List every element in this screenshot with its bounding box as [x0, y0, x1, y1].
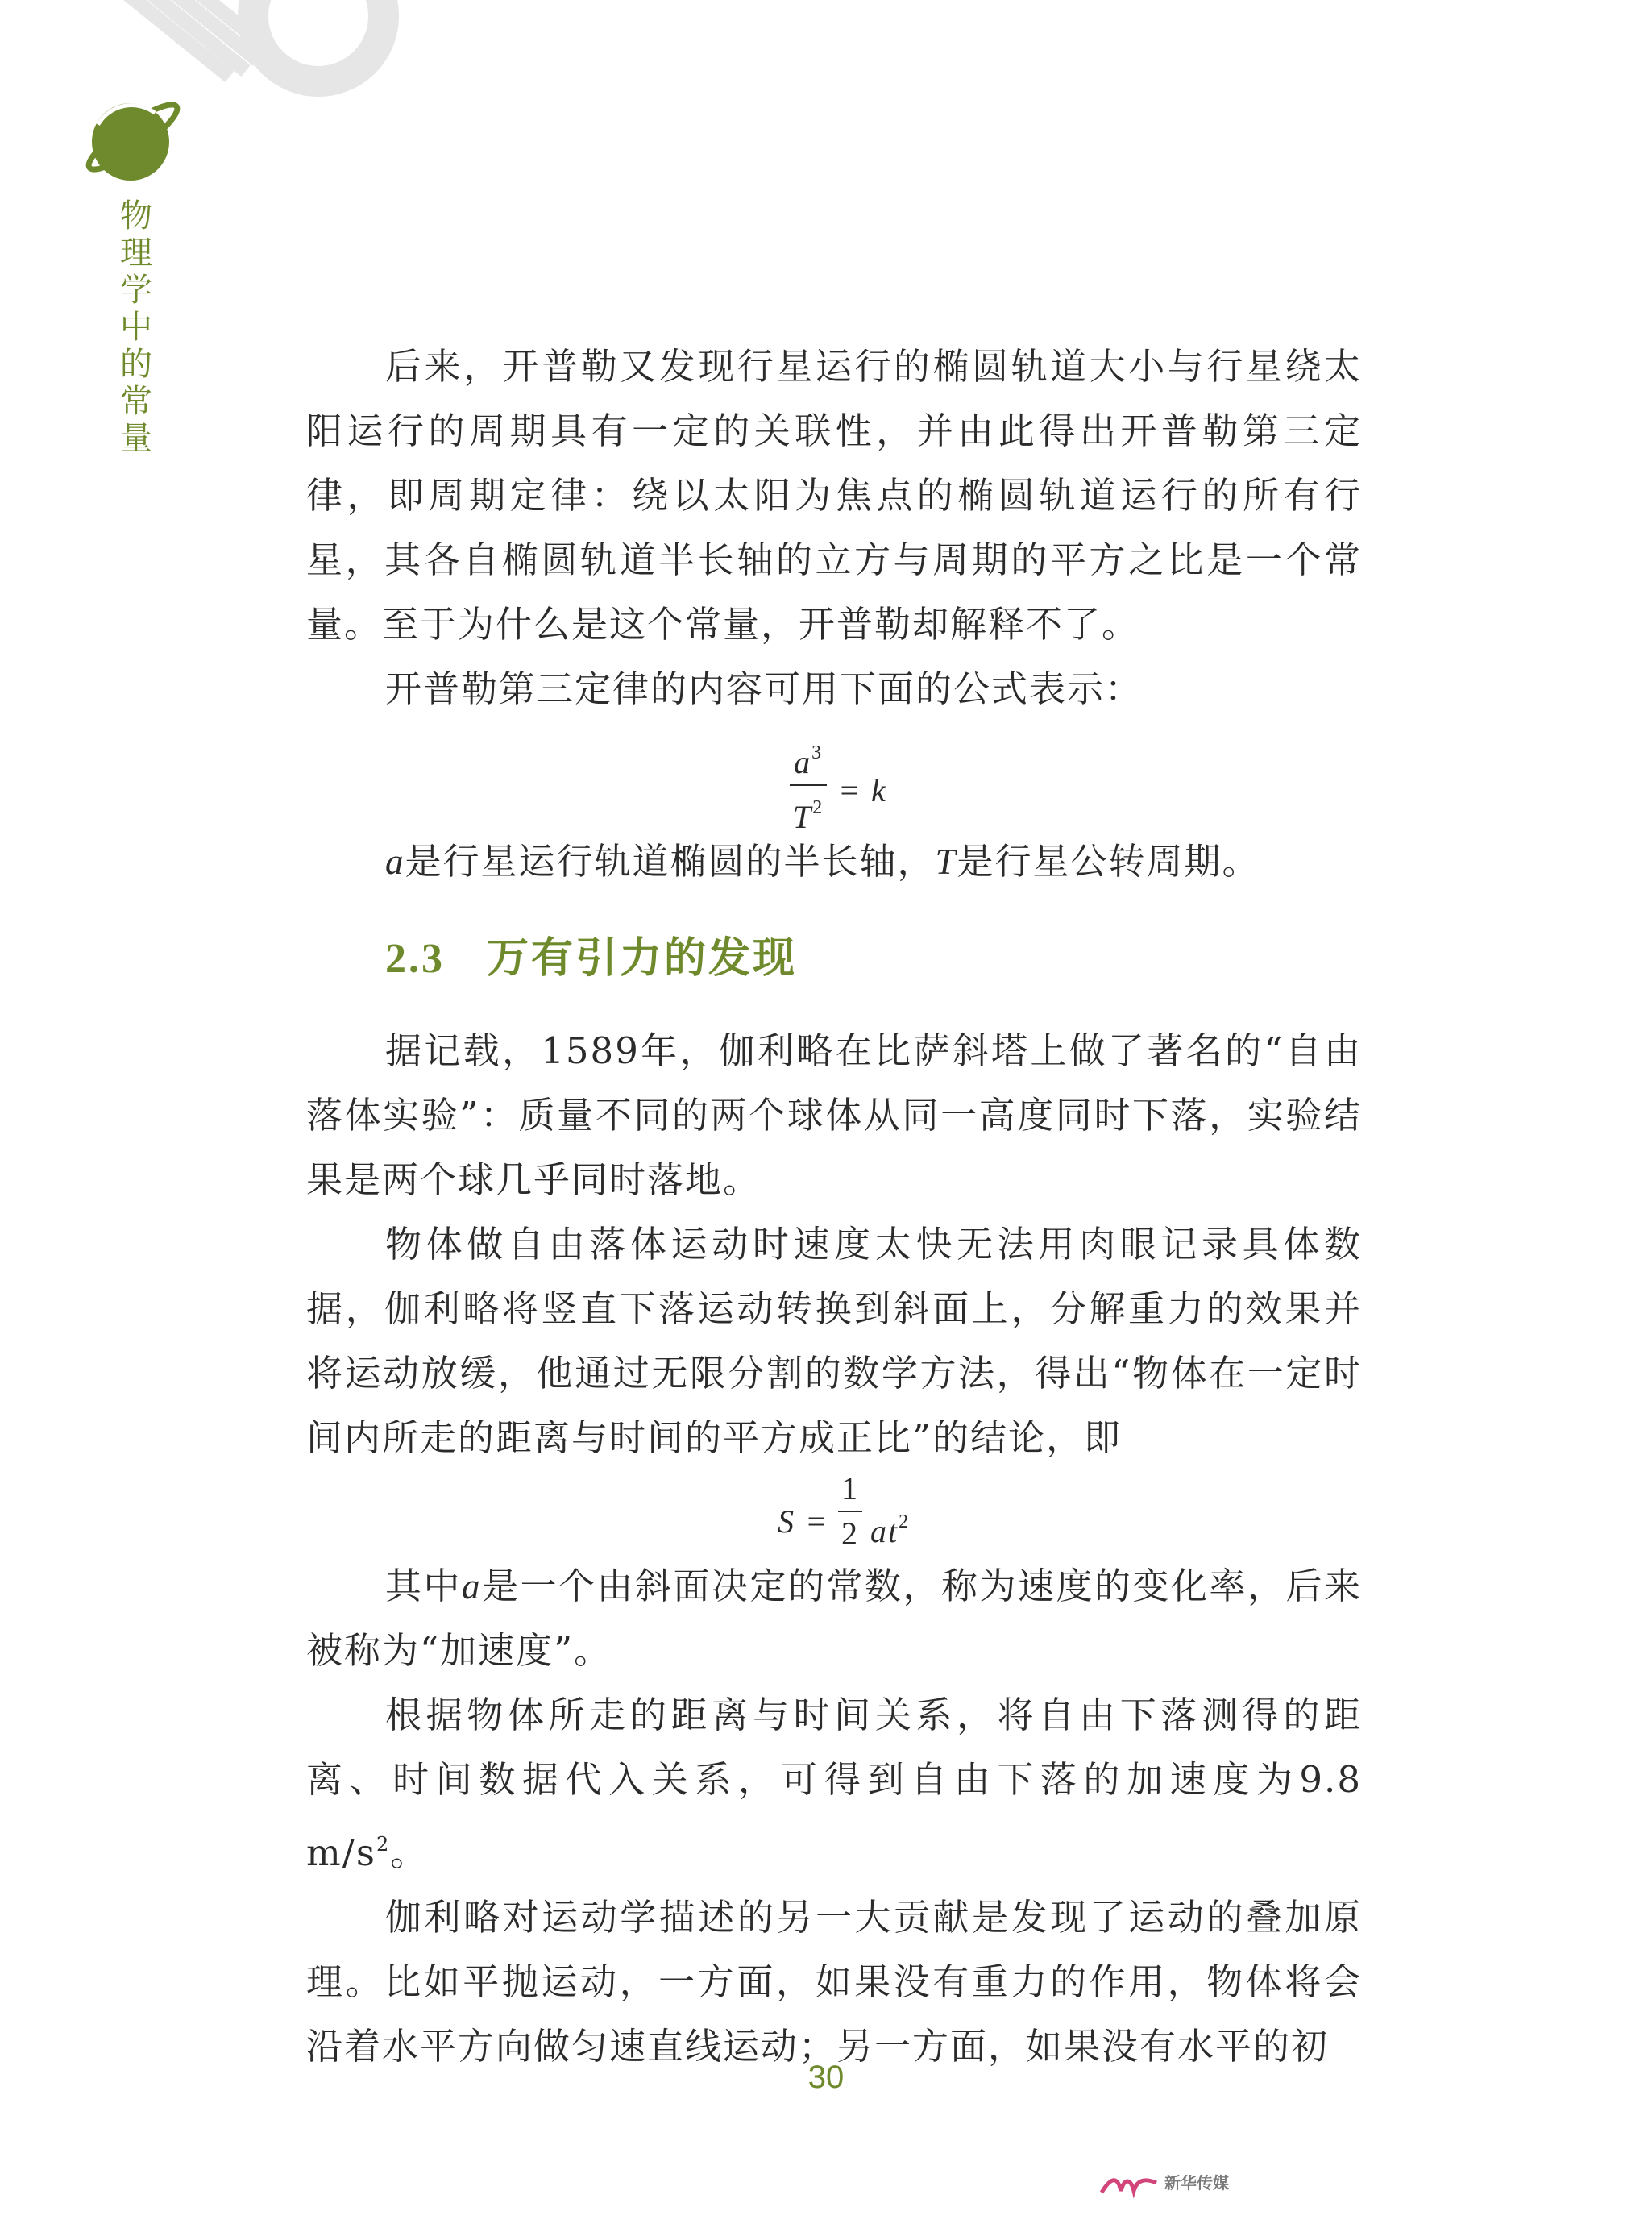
paragraph-inclined-plane: 物体做自由落体运动时速度太快无法用肉眼记录具体数据，伽利略将竖直下落运动转换到斜面上，分解重力的效果并将运动放缓，他通过无限分割的数学方法，得出“物体在一定时间内所走的距离与时间的平方成正比”的结论，即	[306, 1223, 1362, 1459]
paragraph-free-fall-experiment: 据记载，1589年，伽利略在比萨斜塔上做了著名的“自由落体实验”：质量不同的两个球体从同一高度同时下落，实验结果是两个球几乎同时落地。	[306, 1029, 1362, 1201]
paragraph-superposition: 伽利略对运动学描述的另一大贡献是发现了运动的叠加原理。比如平抛运动，一方面，如果没有重力的作用，物体将会沿着水平方向做匀速直线运动；另一方面，如果没有水平的初	[306, 1896, 1362, 2068]
section-title: 万有引力的发现	[487, 933, 798, 983]
title-char: 物	[120, 197, 154, 235]
formula-denominator: $T^2$	[793, 797, 824, 835]
formula-lhs: S =	[778, 1503, 828, 1540]
paragraph-formula-intro: 开普勒第三定律的内容可用下面的公式表示：	[385, 667, 1144, 710]
formula-distance	[306, 1470, 1362, 1554]
fraction-bar	[838, 1511, 862, 1512]
main-content	[306, 335, 1362, 2079]
formula-rhs: = k	[838, 772, 887, 808]
title-char: 理	[120, 235, 154, 272]
brand-name: 新华传媒	[1164, 2173, 1229, 2193]
paragraph-kepler-third-law: 后来，开普勒又发现行星运行的椭圆轨道大小与行星绕太阳运行的周期具有一定的关联性，并由此得出开普勒第三定律，即周期定律：绕以太阳为焦点的椭圆轨道运行的所有行星，其各自椭圆轨道半长轴的立方与周期的平方之比是一个常量。至于为什么是这个常量，开普勒却解释不了。	[306, 345, 1362, 646]
title-char: 的	[120, 346, 154, 383]
title-char: 中	[120, 309, 154, 346]
fraction-bar	[790, 784, 827, 786]
section-heading	[306, 926, 1362, 991]
paragraph-acceleration: 其中a是一个由斜面决定的常数，称为速度的变化率，后来被称为“加速度”。	[306, 1565, 1362, 1672]
formula-numerator: $a^3$	[794, 742, 824, 780]
formula-half	[838, 1470, 862, 1553]
corner-decoration	[0, 0, 419, 145]
unit-exponent: 2	[376, 1833, 391, 1856]
paragraph-variable-definitions	[306, 829, 1362, 894]
definition-a: 是行星运行轨道椭圆的半长轴，	[405, 840, 936, 883]
vertical-book-title	[113, 197, 161, 457]
planet-icon	[81, 87, 185, 192]
formula-fraction	[790, 734, 827, 836]
title-char: 常	[120, 383, 154, 420]
variable-t: T	[935, 842, 957, 882]
variable-a: a	[385, 842, 405, 882]
formula-rhs: $at^2$	[870, 1511, 911, 1549]
variable-a: a	[462, 1566, 482, 1607]
title-char: 量	[120, 420, 154, 457]
formula-numerator: 1	[841, 1470, 859, 1507]
paragraph-gravity-value: 根据物体所走的距离与时间关系，将自由下落测得的距离、时间数据代入关系，可得到自由下落的加速度为9.8 $m/s^2$。	[306, 1694, 1362, 1874]
title-char: 学	[120, 272, 154, 309]
formula-denominator: 2	[841, 1515, 859, 1552]
page-number: 30	[807, 2060, 845, 2095]
definition-t: 是行星公转周期。	[957, 840, 1260, 883]
formula-kepler	[306, 730, 1362, 835]
section-number: 2.3	[385, 936, 445, 982]
